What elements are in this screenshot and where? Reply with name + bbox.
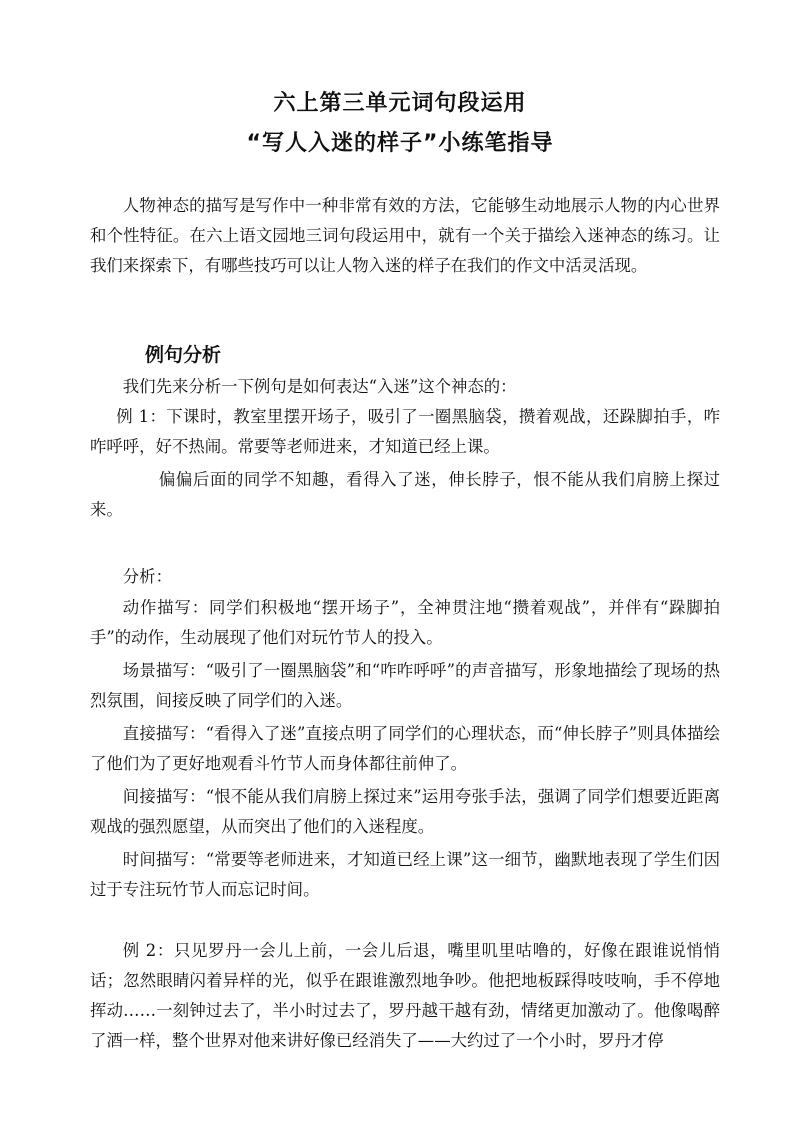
analysis-item: 场景描写：“吸引了一圈黑脑袋”和“咋咋呼呼”的声音描写，形象地描绘了现场的热烈氛围，间接反映了同学们的入迷。 [90,661,720,710]
intro-paragraph: 人物神态的描写是写作中一种非常有效的方法，它能够生动地展示人物的内心世界和个性特征。在六上语文园地三词句段运用中，就有一个关于描绘入迷神态的练习。让我们来探索下，有哪些技巧可以让人物入迷的样子在我们的作文中活灵活现。 [90,196,720,275]
analysis-item: 时间描写：“常要等老师进来，才知道已经上课”这一细节，幽默地表现了学生们因过于专注玩竹节人而忘记时间。 [90,850,720,899]
section-heading: 例句分析 [145,344,222,366]
page-title: 六上第三单元词句段运用 [273,91,527,116]
example1-paragraph: 例 1：下课时，教室里摆开场子，吸引了一圈黑脑袋，攒着观战，还跺脚拍手，咋咋呼呼，好不热闹。常要等老师进来，才知道已经上课。 [90,407,720,456]
example2-paragraph: 例 2：只见罗丹一会儿上前，一会儿后退，嘴里叽里咕噜的，好像在跟谁说悄悄话；忽然眼睛闪着异样的光，似乎在跟谁激烈地争吵。他把地板踩得吱吱响，手不停地挥动……一刻钟过去了，半小时过去了，罗丹越干越有劲，情绪更加激动了。他像喝醉了酒一样，整个世界对他来讲好像已经消失了——大约过了一个小时，罗丹才停 [90,941,720,1050]
page-subtitle: “写人入迷的样子”小练笔指导 [246,131,554,156]
analysis-item: 直接描写：“看得入了迷”直接点明了同学们的心理状态，而“伸长脖子”则具体描绘了他们为了更好地观看斗竹节人而身体都往前伸了。 [90,724,720,773]
analysis-item: 动作描写：同学们积极地“摆开场子”，全神贯注地“攒着观战”，并伴有“跺脚拍手”的动作，生动展现了他们对玩竹节人的投入。 [90,598,720,647]
analysis-item: 间接描写：“恨不能从我们肩膀上探过来”运用夸张手法，强调了同学们想要近距离观战的强烈愿望，从而突出了他们的入迷程度。 [90,787,720,836]
analysis-label: 分析： [122,567,172,586]
example1-continuation: 偏偏后面的同学不知趣，看得入了迷，伸长脖子，恨不能从我们肩膀上探过来。 [90,470,720,519]
lead-in-text: 我们先来分析一下例句是如何表达“入迷”这个神态的： [122,377,517,396]
